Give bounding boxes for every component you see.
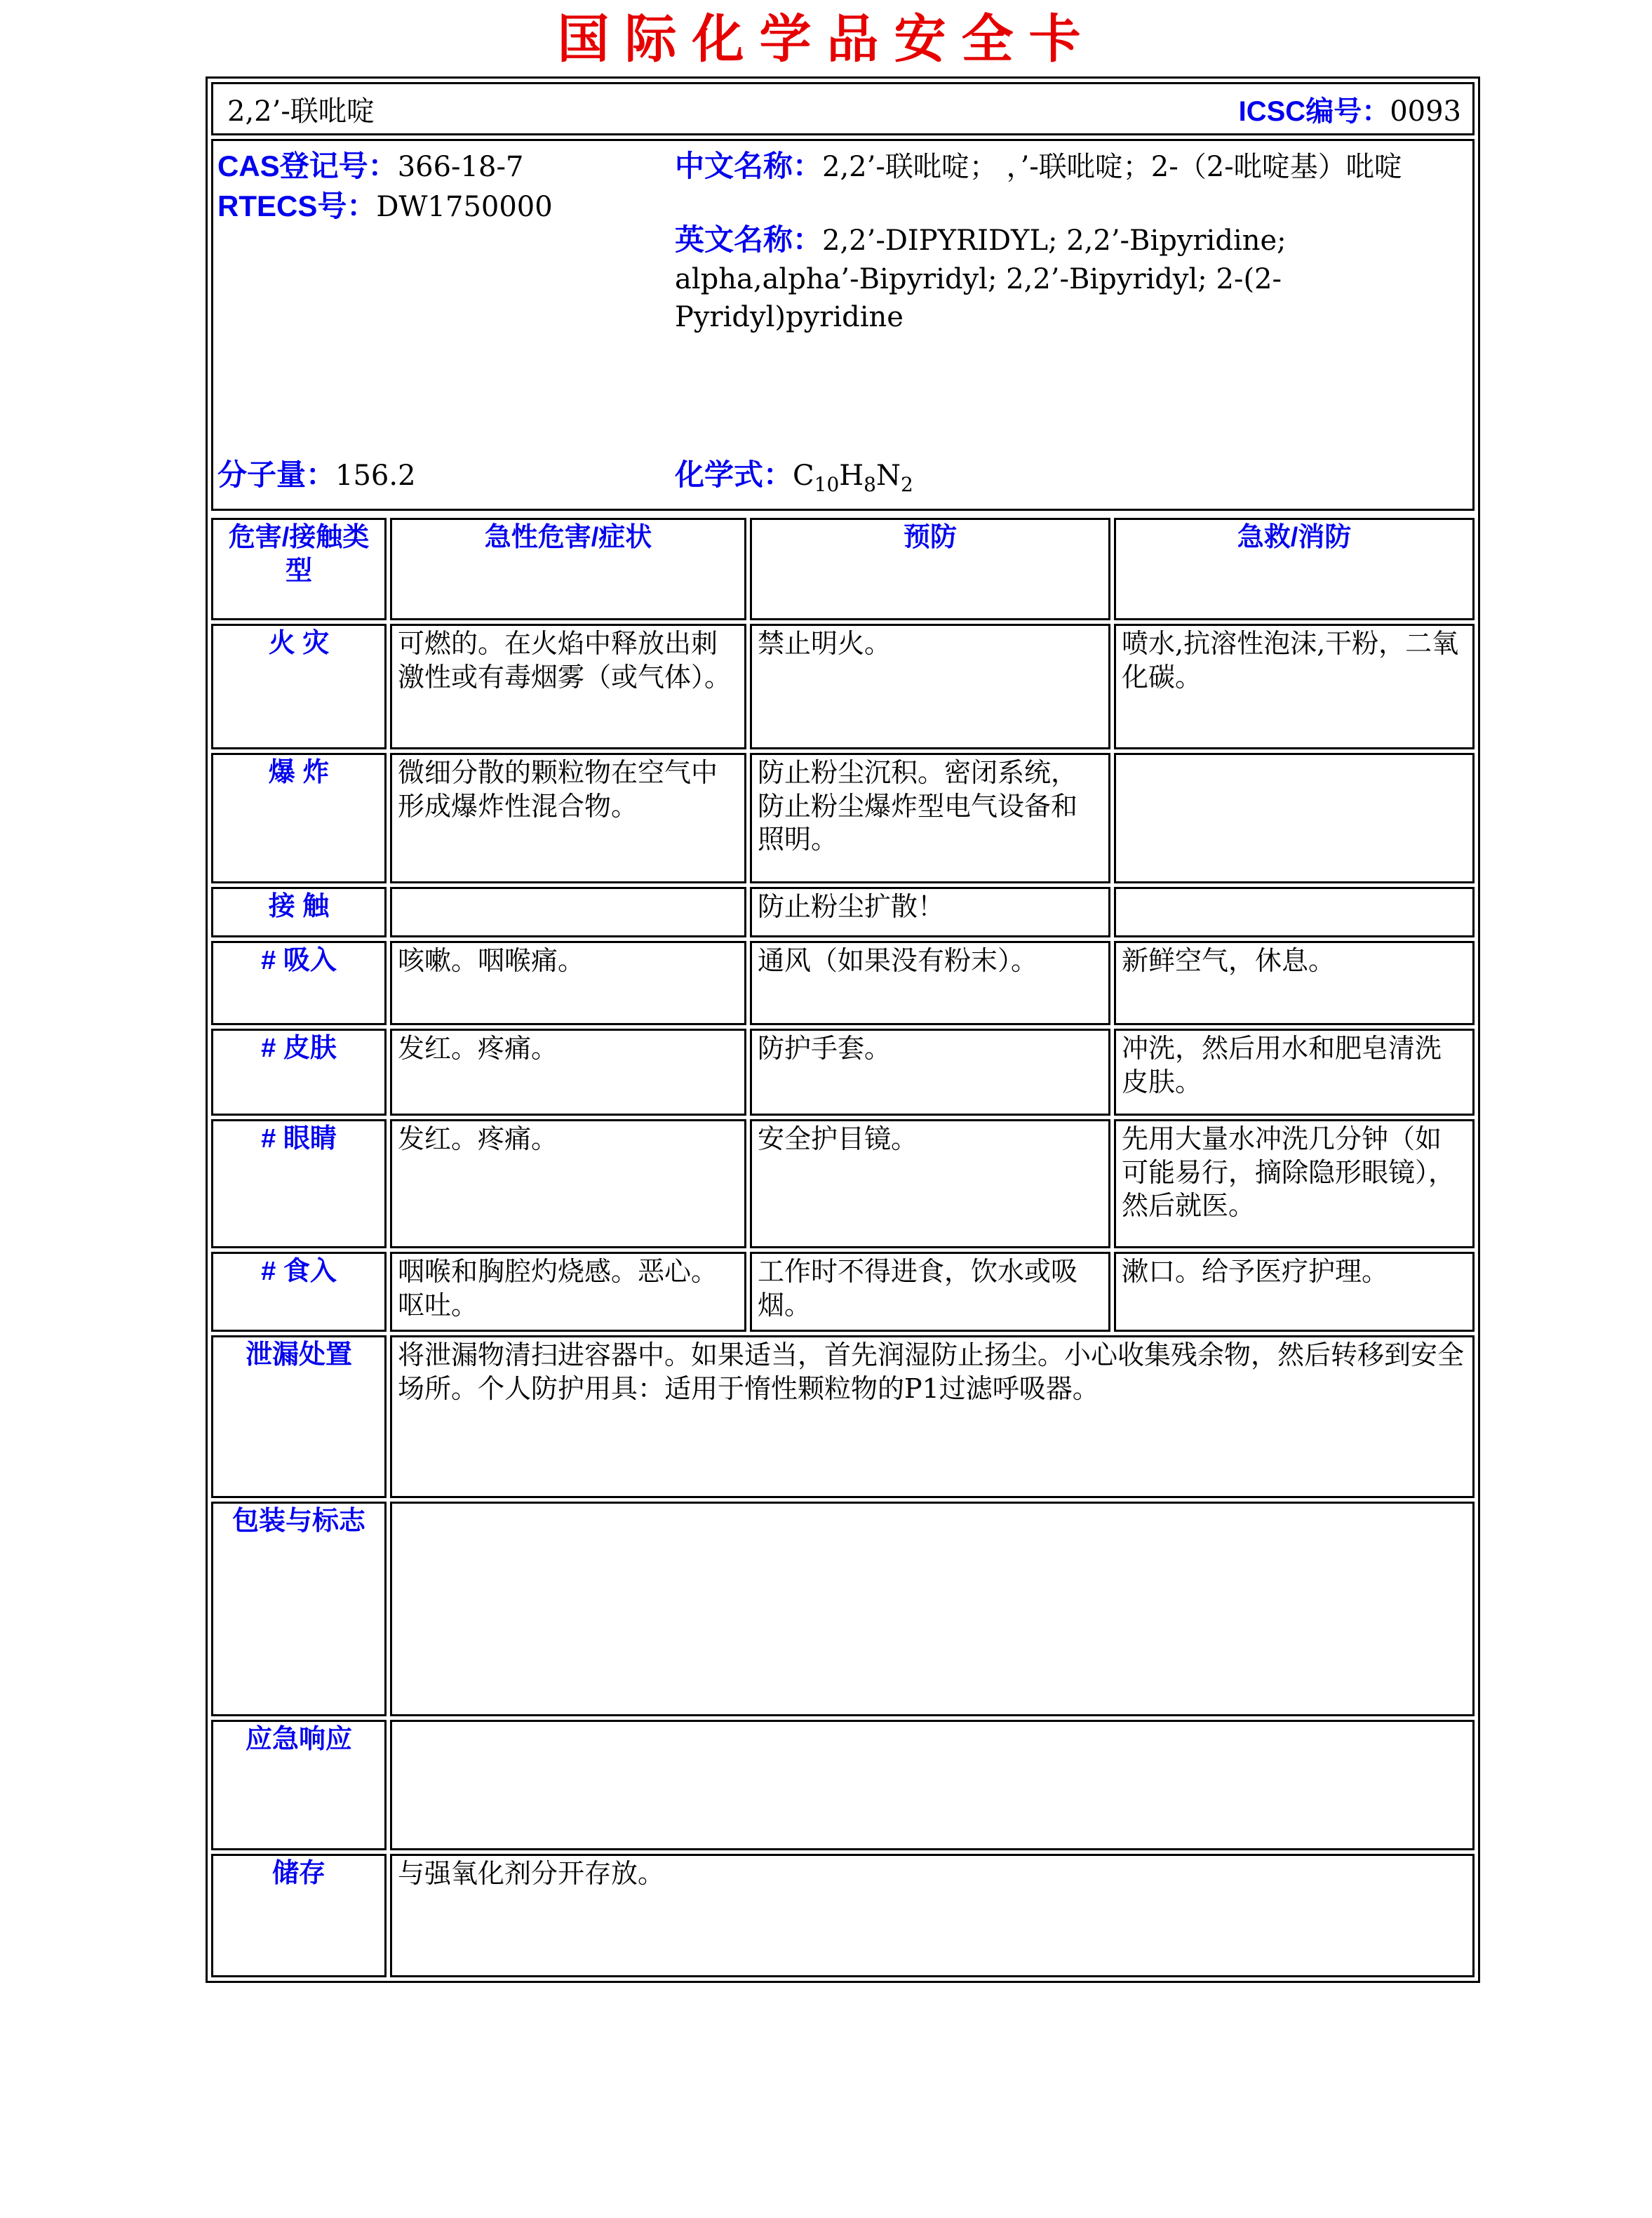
row-fire-prevention: 禁止明火。: [750, 624, 1110, 749]
chemical-names: [675, 147, 1465, 455]
row-inhalation-label: # 吸入: [211, 941, 387, 1025]
row-fire-label: 火 灾: [211, 624, 387, 749]
row-ingestion-symptoms: 咽喉和胸腔灼烧感。恶心。呕吐。: [390, 1252, 746, 1332]
rtecs-label: RTECS号：: [217, 189, 377, 223]
row-ingestion: [211, 1252, 1475, 1332]
row-ingestion-firstaid: 漱口。给予医疗护理。: [1114, 1252, 1475, 1332]
row-explosion-prevention: 防止粉尘沉积。密闭系统，防止粉尘爆炸型电气设备和照明。: [750, 753, 1110, 883]
row-storage: [211, 1854, 1475, 1977]
rtecs-number-row: [217, 187, 675, 227]
row-contact-firstaid: [1114, 887, 1475, 937]
cas-number-row: [217, 147, 675, 187]
formula-subscript-8: 8: [864, 472, 876, 496]
row-eyes: [211, 1119, 1475, 1248]
english-name-value: 2,2’-DIPYRIDYL; 2,2’-Bipyridine; alpha,alpha’-Bipyridyl; 2,2’-Bipyridyl; 2-(2-Pyridyl)pyridine: [675, 225, 1287, 333]
row-ingestion-label: # 食入: [211, 1252, 387, 1332]
cas-value: 366-18-7: [397, 151, 524, 184]
row-explosion-firstaid: [1114, 753, 1475, 883]
formula-element-n: N: [875, 459, 901, 492]
chemical-formula-row: [675, 455, 1465, 498]
row-packaging-labelling: [211, 1502, 1475, 1716]
row-inhalation-prevention: 通风（如果没有粉末）。: [750, 941, 1110, 1025]
row-fire-symptoms: 可燃的。在火焰中释放出刺激性或有毒烟雾（或气体）。: [390, 624, 746, 749]
row-skin-prevention: 防护手套。: [750, 1029, 1110, 1116]
row-eyes-firstaid: 先用大量水冲洗几分钟（如可能易行，摘除隐形眼镜），然后就医。: [1114, 1119, 1475, 1248]
registry-numbers: [217, 147, 675, 455]
header-hazard-type: 危害/接触类型: [211, 518, 387, 620]
row-contact-prevention: 防止粉尘扩散！: [750, 887, 1110, 937]
cas-label: CAS登记号：: [217, 149, 398, 183]
chinese-name-label: 中文名称：: [675, 149, 823, 183]
row-storage-content: 与强氧化剂分开存放。: [390, 1854, 1475, 1977]
row-eyes-label: # 眼睛: [211, 1119, 387, 1248]
hazard-table-header-row: [211, 518, 1475, 620]
header-acute-symptoms: 急性危害/症状: [390, 518, 746, 620]
formula-element-h: H: [839, 459, 864, 492]
row-contact-label: 接 触: [211, 887, 387, 937]
row-eyes-prevention: 安全护目镜。: [750, 1119, 1110, 1248]
row-fire: [211, 624, 1475, 749]
molecular-weight-row: [217, 455, 675, 498]
row-inhalation-firstaid: 新鲜空气，休息。: [1114, 941, 1475, 1025]
row-spill-disposal-content: 将泄漏物清扫进容器中。如果适当，首先润湿防止扬尘。小心收集残余物，然后转移到安全场所。个人防护用具：适用于惰性颗粒物的P1过滤呼吸器。: [390, 1335, 1475, 1498]
row-fire-firstaid: 喷水,抗溶性泡沫,干粉，二氧化碳。: [1114, 624, 1475, 749]
formula-subscript-10: 10: [814, 472, 840, 496]
molecular-weight-label: 分子量：: [217, 457, 336, 491]
english-name-label: 英文名称：: [675, 223, 823, 257]
formula-subscript-2: 2: [900, 472, 913, 496]
row-emergency-response: [211, 1720, 1475, 1850]
row-explosion-label: 爆 炸: [211, 753, 387, 883]
row-spill-disposal: [211, 1335, 1475, 1498]
row-skin-symptoms: 发红。疼痛。: [390, 1029, 746, 1116]
row-explosion: [211, 753, 1475, 883]
formula-element-c: C: [793, 459, 814, 492]
row-skin-label: # 皮肤: [211, 1029, 387, 1116]
icsc-number-label: ICSC编号：: [1238, 95, 1390, 127]
page-title: 国际化学品安全卡: [557, 9, 1096, 69]
header-box: [211, 82, 1475, 135]
row-explosion-symptoms: 微细分散的颗粒物在空气中形成爆炸性混合物。: [390, 753, 746, 883]
hazard-table: [208, 514, 1478, 1981]
chinese-name-row: [675, 147, 1460, 187]
english-name-row: [675, 220, 1460, 336]
row-storage-label: 储存: [211, 1854, 387, 1977]
row-inhalation: [211, 941, 1475, 1025]
row-skin: [211, 1029, 1475, 1116]
icsc-number: [1239, 89, 1461, 129]
chinese-name-value: 2,2’-联吡啶； ，’-联吡啶；2-（2-吡啶基）吡啶: [822, 151, 1402, 184]
icsc-number-value: 0093: [1390, 95, 1461, 128]
row-eyes-symptoms: 发红。疼痛。: [390, 1119, 746, 1248]
row-skin-firstaid: 冲洗，然后用水和肥皂清洗皮肤。: [1114, 1029, 1475, 1116]
rtecs-value: DW1750000: [376, 191, 553, 224]
row-spill-disposal-label: 泄漏处置: [211, 1335, 387, 1498]
row-packaging-labelling-label: 包装与标志: [211, 1502, 387, 1716]
row-contact-symptoms: [390, 887, 746, 937]
header-firstaid-firefighting: 急救/消防: [1114, 518, 1475, 620]
molecular-weight-value: 156.2: [335, 459, 416, 492]
row-packaging-labelling-content: [390, 1502, 1475, 1716]
icsc-card: [206, 76, 1480, 1983]
chemical-name: 2,2’-联吡啶: [227, 95, 375, 128]
identification-box: [211, 139, 1475, 511]
row-ingestion-prevention: 工作时不得进食，饮水或吸烟。: [750, 1252, 1110, 1332]
header-prevention: 预防: [750, 518, 1110, 620]
row-contact: [211, 887, 1475, 937]
row-inhalation-symptoms: 咳嗽。咽喉痛。: [390, 941, 746, 1025]
chemical-formula: [793, 459, 913, 496]
row-emergency-response-label: 应急响应: [211, 1720, 387, 1850]
row-emergency-response-content: [390, 1720, 1475, 1850]
chemical-formula-label: 化学式：: [675, 457, 793, 491]
